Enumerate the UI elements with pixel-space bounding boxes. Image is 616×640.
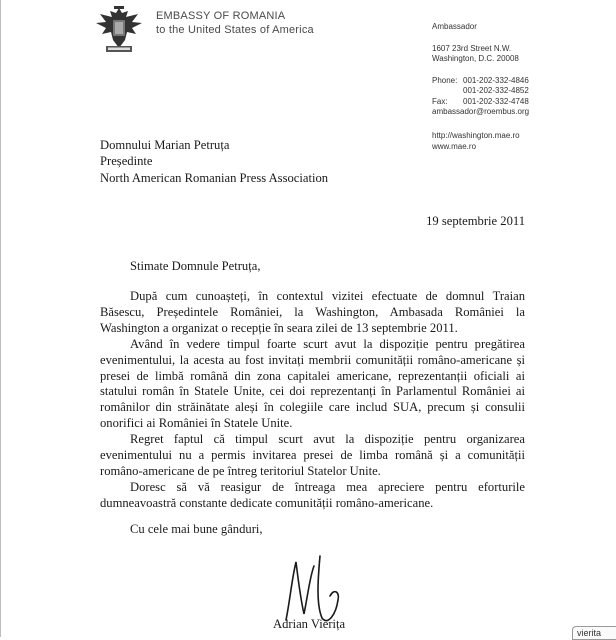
letter-body [100,289,525,512]
paragraph-3: Regret faptul că timpul scurt avut la dispoziție pentru organizarea evenimentului nu a permis invitarea presei de limba română și a comunității româno-americane de pe întreg teritoriul Statelor Unite. [100,432,525,478]
embassy-subtitle: to the United States of America [156,24,314,36]
page-edge [0,0,1,637]
paragraph-1: După cum cunoașteți, în contextul vizitei efectuate de domnul Traian Băsescu, Președintele României, la Washington, Ambasada României la Washington a organizat o recepție în seara zilei de 13 septembrie 2011. [100,289,525,335]
handwritten-signature [276,548,356,628]
signatory-name: Adrian Vierița [273,617,346,631]
letter-date: 19 septembrie 2011 [426,214,525,228]
romanian-coat-of-arms-icon [92,4,146,54]
fax-label: Fax: [432,97,448,106]
website-2: www.mae.ro [432,142,477,151]
document-tab[interactable]: vierita [572,626,616,640]
fax-number: 001-202-332-4748 [463,97,529,106]
recipient-title: Președinte [100,154,153,169]
paragraph-2: Având în vedere timpul foarte scurt avut la dispoziție pentru pregătirea evenimentului, la acesta au fost invitați membrii comunității româno-americane și presei de limbă română din zona capitalei americane, reprezentanții oficiali ai statului român în Statele Unite, cei doi reprezentanți în Parlamentul României ai românilor din străinătate aleși în colegiile care includ SUA, precum și consulii onorifici ai României în Statele Unite. [100,336,525,431]
phone-2: 001-202-332-4852 [463,86,529,95]
address-line-1: 1607 23rd Street N.W. [432,44,512,53]
letterhead [156,9,314,37]
embassy-name: EMBASSY OF ROMANIA [156,10,286,22]
office-title: Ambassador [432,22,477,31]
closing: Cu cele mai bune gânduri, [130,522,263,536]
email-address: ambassador@roembus.org [432,107,530,116]
phone-label: Phone: [432,76,458,85]
recipient-name: Domnului Marian Petruța [100,138,230,152]
phone-1: 001-202-332-4846 [463,76,529,85]
salutation: Stimate Domnule Petruța, [130,259,261,273]
paragraph-4: Doresc să vă reasigur de întreaga mea apreciere pentru eforturile dumneavoastră constante dedicate comunității româno-americane. [100,479,525,510]
address-line-2: Washington, D.C. 20008 [432,54,519,63]
recipient-organization: North American Romanian Press Association [100,170,329,185]
website-1: http://washington.mae.ro [432,131,520,140]
recipient-block [100,137,328,186]
